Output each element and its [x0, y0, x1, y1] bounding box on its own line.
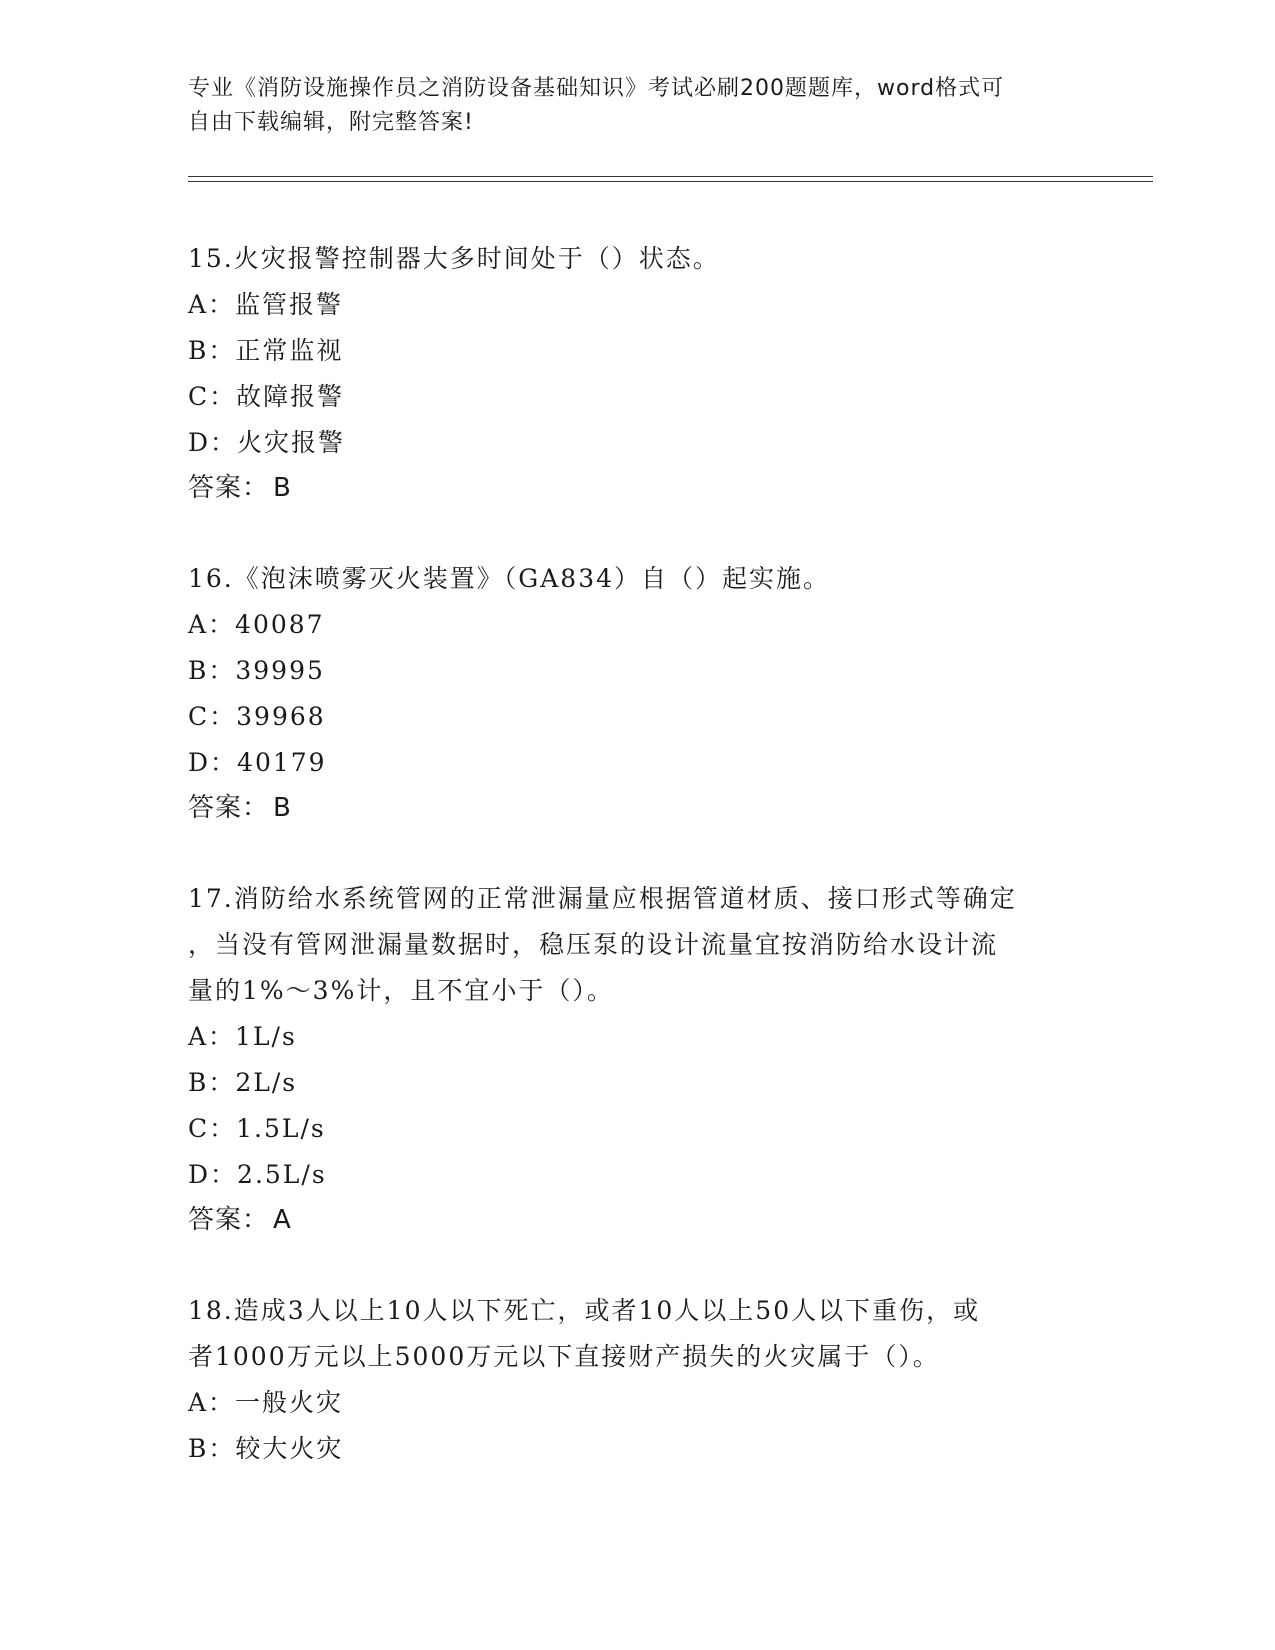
header-divider-bottom	[188, 181, 1153, 182]
option-d: D：火灾报警	[188, 428, 346, 457]
header-divider-top	[188, 176, 1153, 177]
answer-label: 答案：	[188, 1205, 270, 1235]
question-16	[188, 556, 1088, 830]
answer-line	[188, 786, 1088, 830]
option-a: A：1L/s	[188, 1022, 297, 1051]
option-d: D：2.5L/s	[188, 1160, 327, 1189]
question-stem-line-2: 者1000万元以上5000万元以下直接财产损失的火灾属于（）。	[188, 1342, 940, 1371]
option-c: C：39968	[188, 702, 326, 731]
question-stem-line-3: 量的1%～3%计，且不宜小于（）。	[188, 976, 614, 1005]
question-stem: 15.火灾报警控制器大多时间处于（）状态。	[188, 244, 720, 273]
answer-label: 答案：	[188, 473, 270, 503]
answer-label: 答案：	[188, 793, 270, 823]
answer-value: B	[273, 793, 292, 823]
question-18	[188, 1288, 1088, 1472]
option-d: D：40179	[188, 748, 327, 777]
option-a: A：一般火灾	[188, 1388, 344, 1417]
answer-line	[188, 1198, 1088, 1242]
answer-value: B	[273, 473, 292, 503]
option-c: C：故障报警	[188, 382, 345, 411]
option-a: A：监管报警	[188, 290, 344, 319]
option-a: A：40087	[188, 610, 325, 639]
answer-line	[188, 466, 1088, 510]
question-stem-line-1: 18.造成3人以上10人以下死亡，或者10人以上50人以下重伤，或	[188, 1296, 981, 1325]
option-b: B：较大火灾	[188, 1434, 344, 1463]
option-b: B：正常监视	[188, 336, 344, 365]
document-header	[188, 72, 1068, 140]
question-list	[188, 236, 1088, 1518]
header-line-2: 自由下载编辑，附完整答案!	[188, 110, 474, 135]
question-15	[188, 236, 1088, 510]
question-17	[188, 876, 1088, 1242]
question-stem-line-2: ，当没有管网泄漏量数据时，稳压泵的设计流量宜按消防给水设计流	[188, 930, 999, 959]
question-stem: 16.《泡沫喷雾灭火装置》（GA834）自（）起实施。	[188, 564, 831, 593]
option-b: B：2L/s	[188, 1068, 298, 1097]
header-line-1: 专业《消防设施操作员之消防设备基础知识》考试必刷200题题库，word格式可	[188, 76, 1005, 101]
option-c: C：1.5L/s	[188, 1114, 326, 1143]
answer-value: A	[273, 1205, 292, 1235]
option-b: B：39995	[188, 656, 325, 685]
question-stem-line-1: 17.消防给水系统管网的正常泄漏量应根据管道材质、接口形式等确定	[188, 884, 1017, 913]
